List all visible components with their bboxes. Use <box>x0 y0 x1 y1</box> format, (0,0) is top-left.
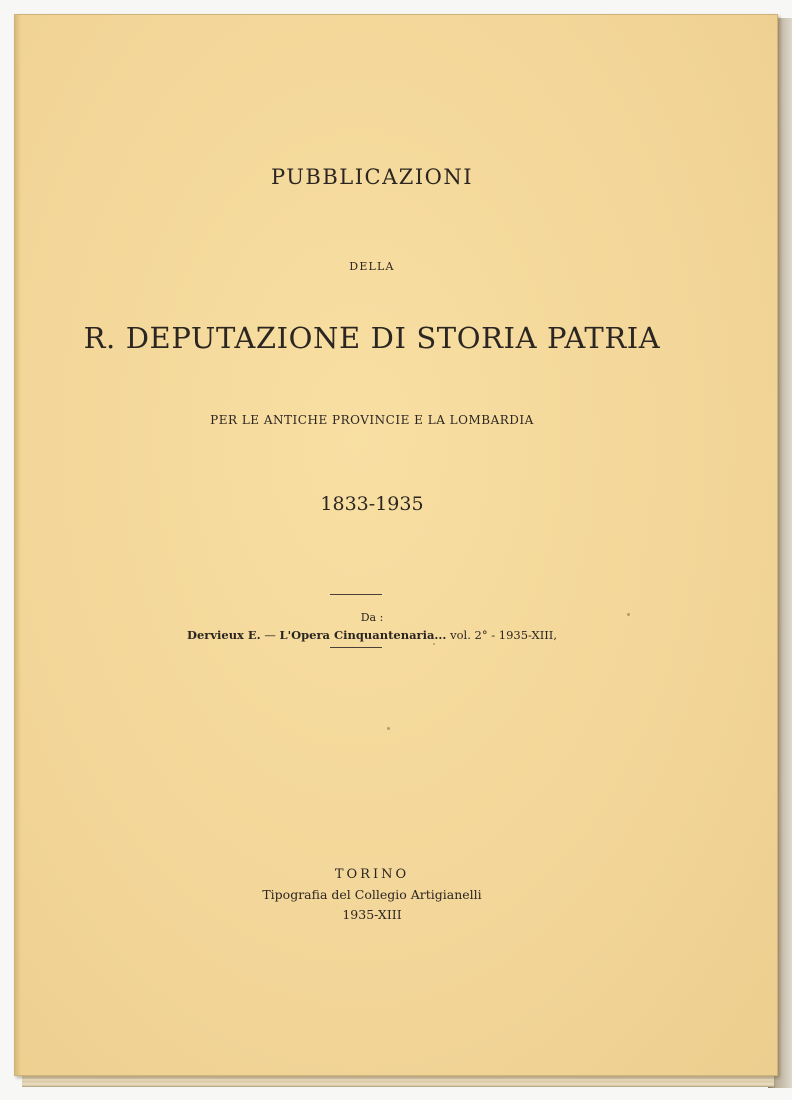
source-citation <box>0 628 753 642</box>
cover-heading: PUBBLICAZIONI <box>270 165 474 189</box>
paper-speck <box>387 727 390 730</box>
imprint-printer: Tipografia del Collegio Artigianelli <box>262 887 482 902</box>
imprint-city: TORINO <box>334 867 410 882</box>
source-dash: — <box>260 628 280 642</box>
divider-top <box>330 594 382 595</box>
institution-subtitle: PER LE ANTICHE PROVINCIE E LA LOMBARDIA <box>210 413 534 427</box>
source-author: Dervieux E. <box>186 628 261 642</box>
source-details: vol. 2° - 1935-XIII, <box>446 628 557 642</box>
institution-name: R. DEPUTAZIONE DI STORIA PATRIA <box>83 321 661 355</box>
years-range: 1833-1935 <box>320 493 424 515</box>
source-label: Da : <box>360 611 384 624</box>
paper-speck <box>627 613 630 616</box>
source-work: L'Opera Cinquantenaria... <box>279 628 447 642</box>
paper-speck <box>433 643 435 645</box>
book-cover <box>14 14 778 1076</box>
cover-connector: DELLA <box>349 260 395 273</box>
divider-bottom <box>330 647 382 648</box>
imprint-year: 1935-XIII <box>342 907 402 922</box>
